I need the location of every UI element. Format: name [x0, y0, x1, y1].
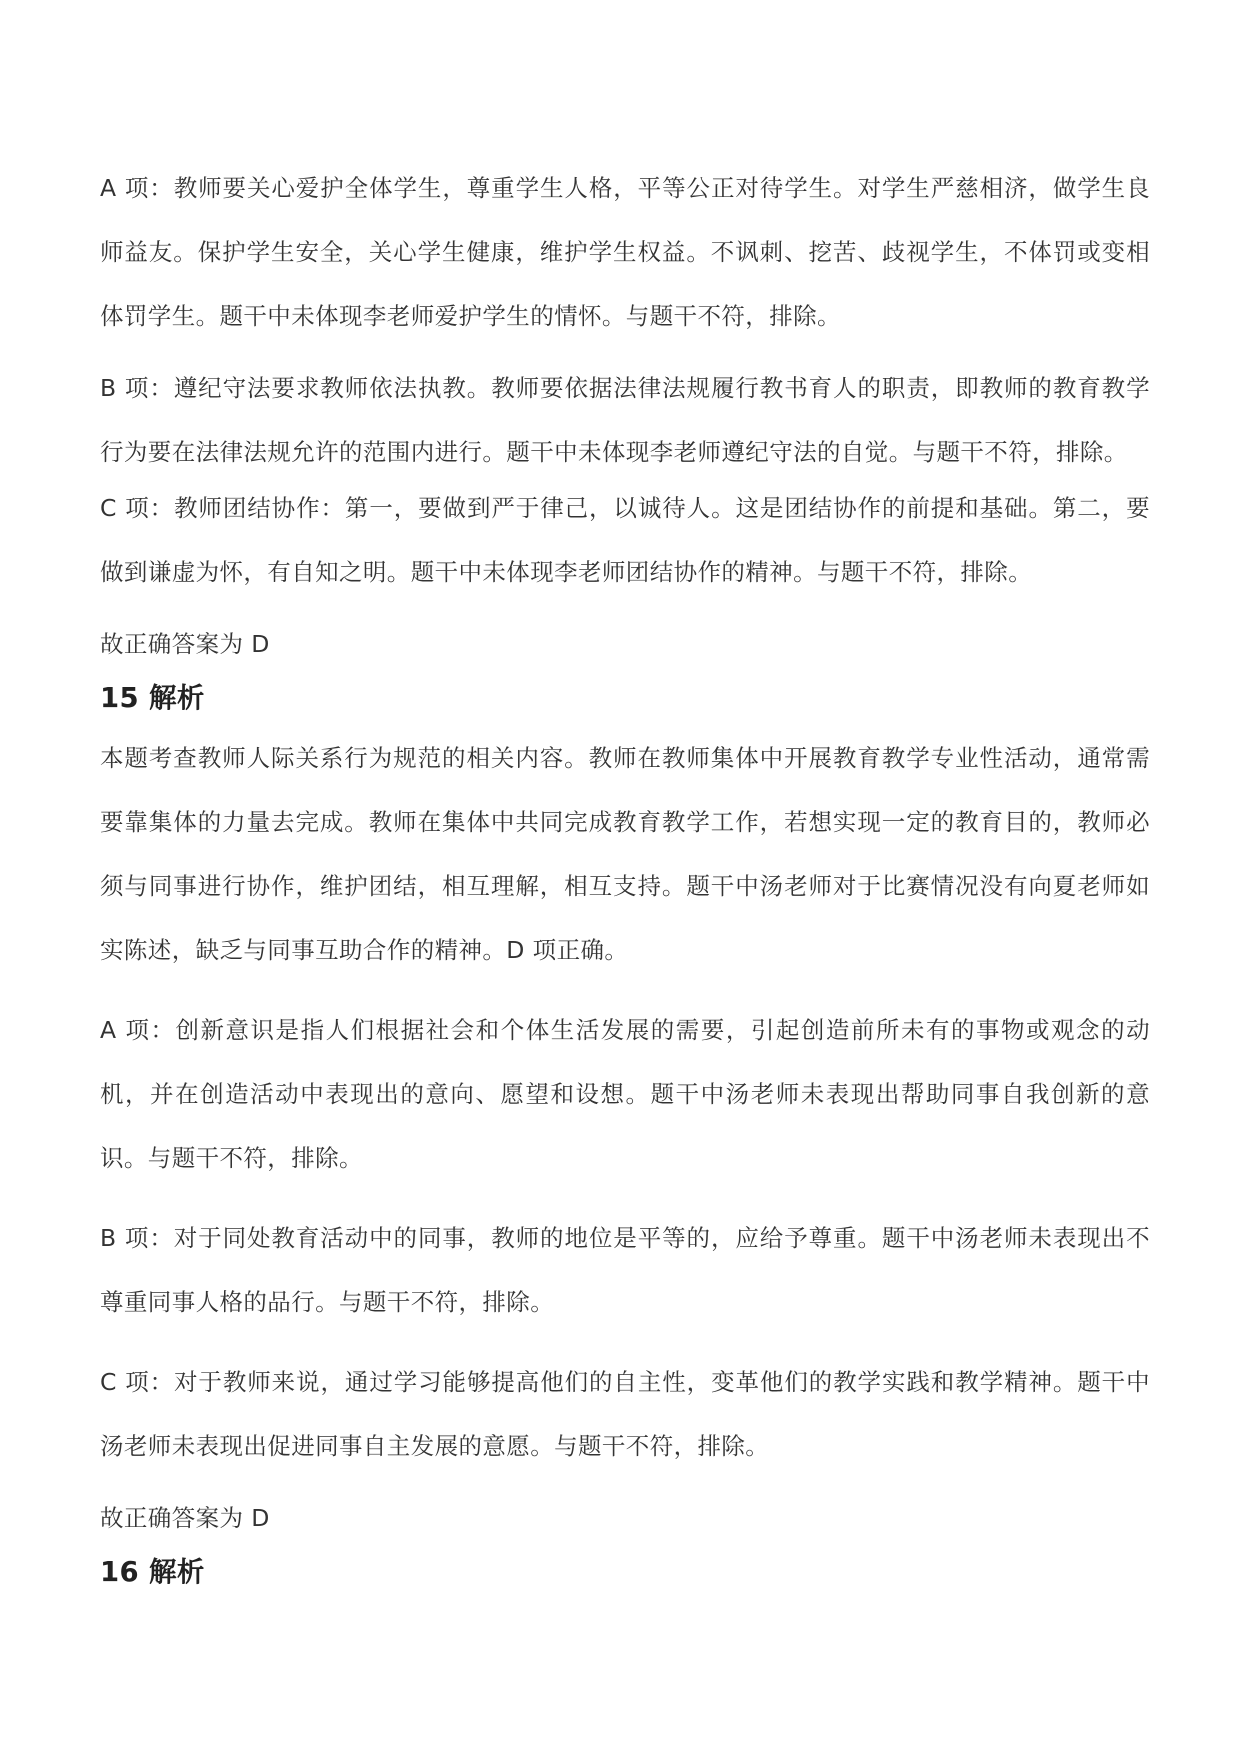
document-page [100, 156, 1150, 1600]
q15-option-b-paragraph: B 项：对于同处教育活动中的同事，教师的地位是平等的，应给予尊重。题干中汤老师未表现出不尊重同事人格的品行。与题干不符，排除。 [100, 1224, 1150, 1316]
prev-answer-line: 故正确答案为 D [100, 630, 270, 658]
q15-heading: 15 解析 [100, 682, 205, 714]
q16-heading: 16 解析 [100, 1556, 205, 1588]
prev-option-a-paragraph: A 项：教师要关心爱护全体学生，尊重学生人格，平等公正对待学生。对学生严慈相济，做学生良师益友。保护学生安全，关心学生健康，维护学生权益。不讽刺、挖苦、歧视学生，不体罚或变相体罚学生。题干中未体现李老师爱护学生的情怀。与题干不符，排除。 [100, 174, 1150, 330]
q15-option-a-paragraph: A 项：创新意识是指人们根据社会和个体生活发展的需要，引起创造前所未有的事物或观念的动机，并在创造活动中表现出的意向、愿望和设想。题干中汤老师未表现出帮助同事自我创新的意识。与题干不符，排除。 [100, 1016, 1150, 1172]
q15-answer-line: 故正确答案为 D [100, 1504, 270, 1532]
q15-intro-paragraph: 本题考查教师人际关系行为规范的相关内容。教师在教师集体中开展教育教学专业性活动，通常需要靠集体的力量去完成。教师在集体中共同完成教育教学工作，若想实现一定的教育目的，教师必须与同事进行协作，维护团结，相互理解，相互支持。题干中汤老师对于比赛情况没有向夏老师如实陈述，缺乏与同事互助合作的精神。D 项正确。 [100, 744, 1150, 964]
q15-option-c-paragraph: C 项：对于教师来说，通过学习能够提高他们的自主性，变革他们的教学实践和教学精神。题干中汤老师未表现出促进同事自主发展的意愿。与题干不符，排除。 [100, 1368, 1150, 1460]
prev-option-c-paragraph: C 项：教师团结协作：第一，要做到严于律己，以诚待人。这是团结协作的前提和基础。第二，要做到谦虚为怀，有自知之明。题干中未体现李老师团结协作的精神。与题干不符，排除。 [100, 494, 1150, 586]
prev-option-b-paragraph: B 项：遵纪守法要求教师依法执教。教师要依据法律法规履行教书育人的职责，即教师的教育教学行为要在法律法规允许的范围内进行。题干中未体现李老师遵纪守法的自觉。与题干不符，排除。 [100, 374, 1150, 466]
